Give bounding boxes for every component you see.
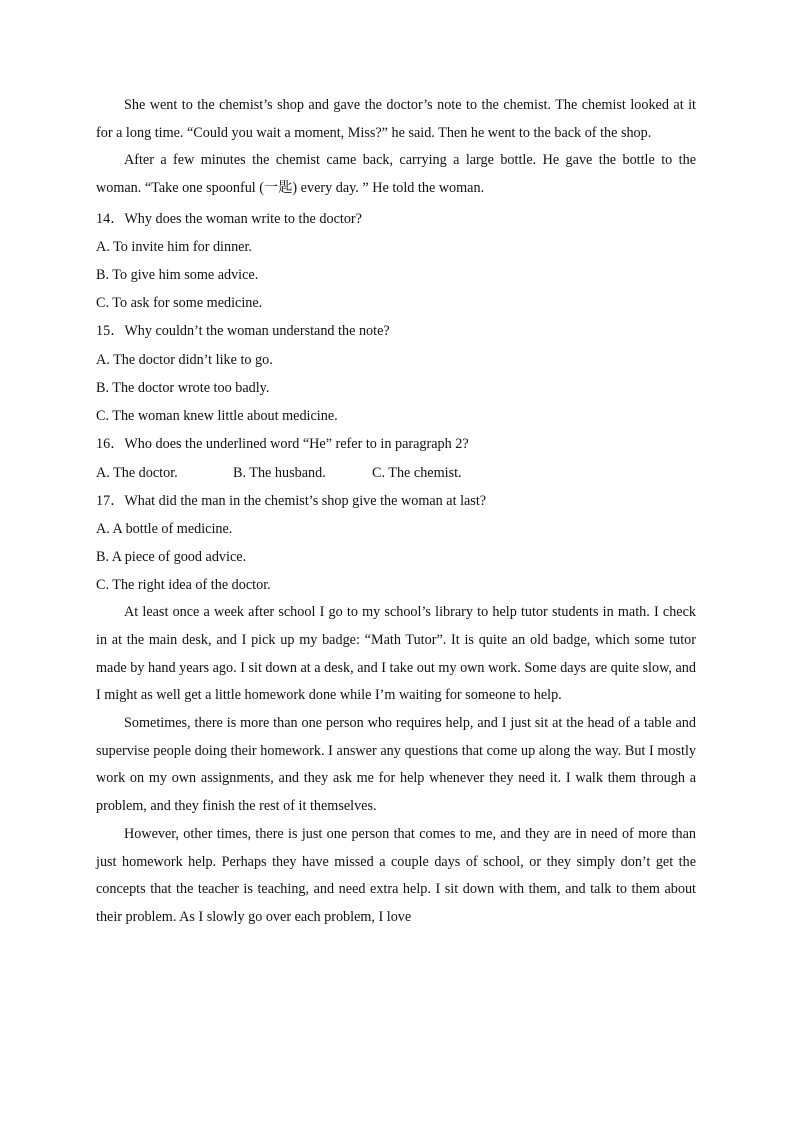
question-15 xyxy=(96,317,696,430)
option-a: A. A bottle of medicine. xyxy=(96,521,233,538)
option-a: A. The doctor didn’t like to go. xyxy=(96,352,273,368)
passage1-paragraph-2: After a few minutes the chemist came back, carrying a large bottle. He gave the bottle to the woman. “Take one spoonful (一匙) every day. ” He told the woman. xyxy=(96,152,696,197)
option-a: A. To invite him for dinner. xyxy=(96,239,252,256)
option-a: A. The doctor. xyxy=(96,464,178,481)
option-b: B. The doctor wrote too badly. xyxy=(96,380,270,396)
option-b: B. The husband. xyxy=(233,464,326,481)
option-c: C. The right idea of the doctor. xyxy=(96,577,271,594)
option-b: B. A piece of good advice. xyxy=(96,549,247,566)
question-stem: 15．Why couldn’t the woman understand the note? xyxy=(96,323,390,340)
document-content xyxy=(96,92,696,932)
option-b: B. To give him some advice. xyxy=(96,267,259,284)
question-stem: 16．Who does the underlined word “He” refer to in paragraph 2? xyxy=(96,436,469,452)
question-stem: 17．What did the man in the chemist’s shop give the woman at last? xyxy=(96,492,487,509)
passage2-paragraph-1: At least once a week after school I go to my school’s library to help tutor students in math. I check in at the main desk, and I pick up my badge: “Math Tutor”. It is quite an old badge, which some tutor made by hand years ago. I sit down at a desk, and I take out my own work. Some days are quite slow, and I might as well get a little homework done while I’m waiting for someone to help. xyxy=(96,604,696,704)
question-stem: 14．Why does the woman write to the doctor? xyxy=(96,210,362,227)
option-c: C. The chemist. xyxy=(372,464,462,481)
option-c: C. To ask for some medicine. xyxy=(96,295,263,312)
question-14 xyxy=(96,205,696,318)
question-17 xyxy=(96,487,696,600)
question-16 xyxy=(96,430,696,487)
passage2-paragraph-3: However, other times, there is just one person that comes to me, and they are in need of more than just homework help. Perhaps they have missed a couple days of school, or they simply don’t get the concepts that the teacher is teaching, and need extra help. I sit down with them, and talk to them about their problem. As I slowly go over each problem, I love xyxy=(96,825,696,925)
option-row xyxy=(96,459,696,487)
option-c: C. The woman knew little about medicine. xyxy=(96,408,338,424)
passage2-paragraph-2: Sometimes, there is more than one person who requires help, and I just sit at the head of a table and supervise people doing their homework. I answer any questions that come up along the way. But I mostly work on my own assignments, and they ask me for help whenever they need it. I walk them through a problem, and they finish the rest of it themselves. xyxy=(96,715,696,815)
passage1-paragraph-1: She went to the chemist’s shop and gave the doctor’s note to the chemist. The chemist looked at it for a long time. “Could you wait a moment, Miss?” he said. Then he went to the back of the shop. xyxy=(96,97,696,141)
